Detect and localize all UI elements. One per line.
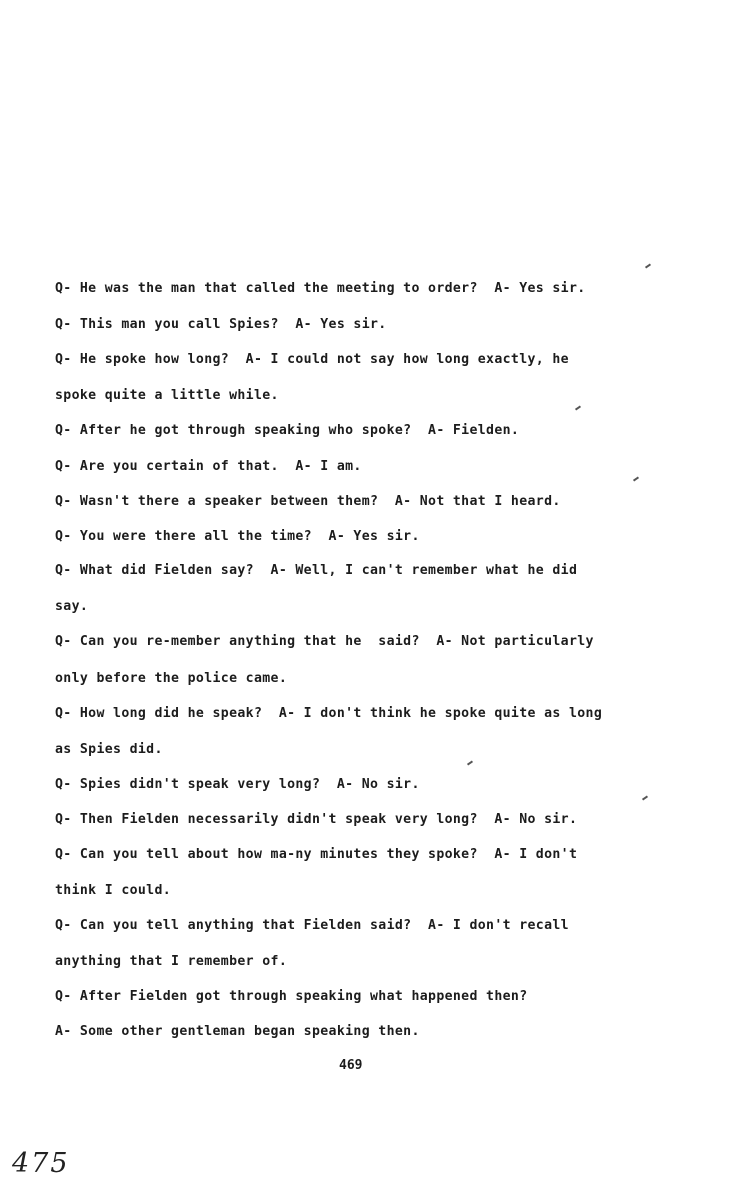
stray-mark xyxy=(575,405,581,410)
transcript-line: Q- How long did he speak? A- I don't think he spoke quite as long xyxy=(55,706,603,721)
transcript-line: as Spies did. xyxy=(55,742,163,757)
transcript-line: Q- Spies didn't speak very long? A- No sir. xyxy=(55,777,420,792)
transcript-line: Q- After he got through speaking who spoke? A- Fielden. xyxy=(55,423,520,438)
transcript-line: A- Some other gentleman began speaking then. xyxy=(55,1024,420,1039)
transcript-line: Q- Wasn't there a speaker between them? A- Not that I heard. xyxy=(55,494,561,509)
handwritten-page-number: 475 xyxy=(12,1148,70,1179)
transcript-line: Q- Can you tell anything that Fielden said? A- I don't recall xyxy=(55,918,569,933)
transcript-line: Q- This man you call Spies? A- Yes sir. xyxy=(55,317,387,332)
transcript-line: Q- Are you certain of that. A- I am. xyxy=(55,459,362,474)
transcript-line: Q- He was the man that called the meeting to order? A- Yes sir. xyxy=(55,281,586,296)
transcript-line: anything that I remember of. xyxy=(55,954,288,969)
stray-mark xyxy=(467,760,473,765)
stray-mark xyxy=(642,795,648,800)
transcript-line: Q- You were there all the time? A- Yes sir. xyxy=(55,529,420,544)
transcript-line: spoke quite a little while. xyxy=(55,388,279,403)
transcript-line: only before the police came. xyxy=(55,671,288,686)
stray-mark xyxy=(645,263,651,268)
transcript-line: Q- He spoke how long? A- I could not say how long exactly, he xyxy=(55,352,569,367)
transcript-line: Q- Can you re-member anything that he said? A- Not particularly xyxy=(55,634,594,649)
stray-mark xyxy=(633,476,639,481)
transcript-line: say. xyxy=(55,599,89,614)
transcript-line: Q- Can you tell about how ma-ny minutes they spoke? A- I don't xyxy=(55,847,578,862)
page-number: 469 xyxy=(339,1058,363,1073)
transcript-line: Q- After Fielden got through speaking what happened then? xyxy=(55,989,528,1004)
transcript-line: think I could. xyxy=(55,883,172,898)
transcript-line: Q- Then Fielden necessarily didn't speak very long? A- No sir. xyxy=(55,812,578,827)
transcript-line: Q- What did Fielden say? A- Well, I can't remember what he did xyxy=(55,563,578,578)
